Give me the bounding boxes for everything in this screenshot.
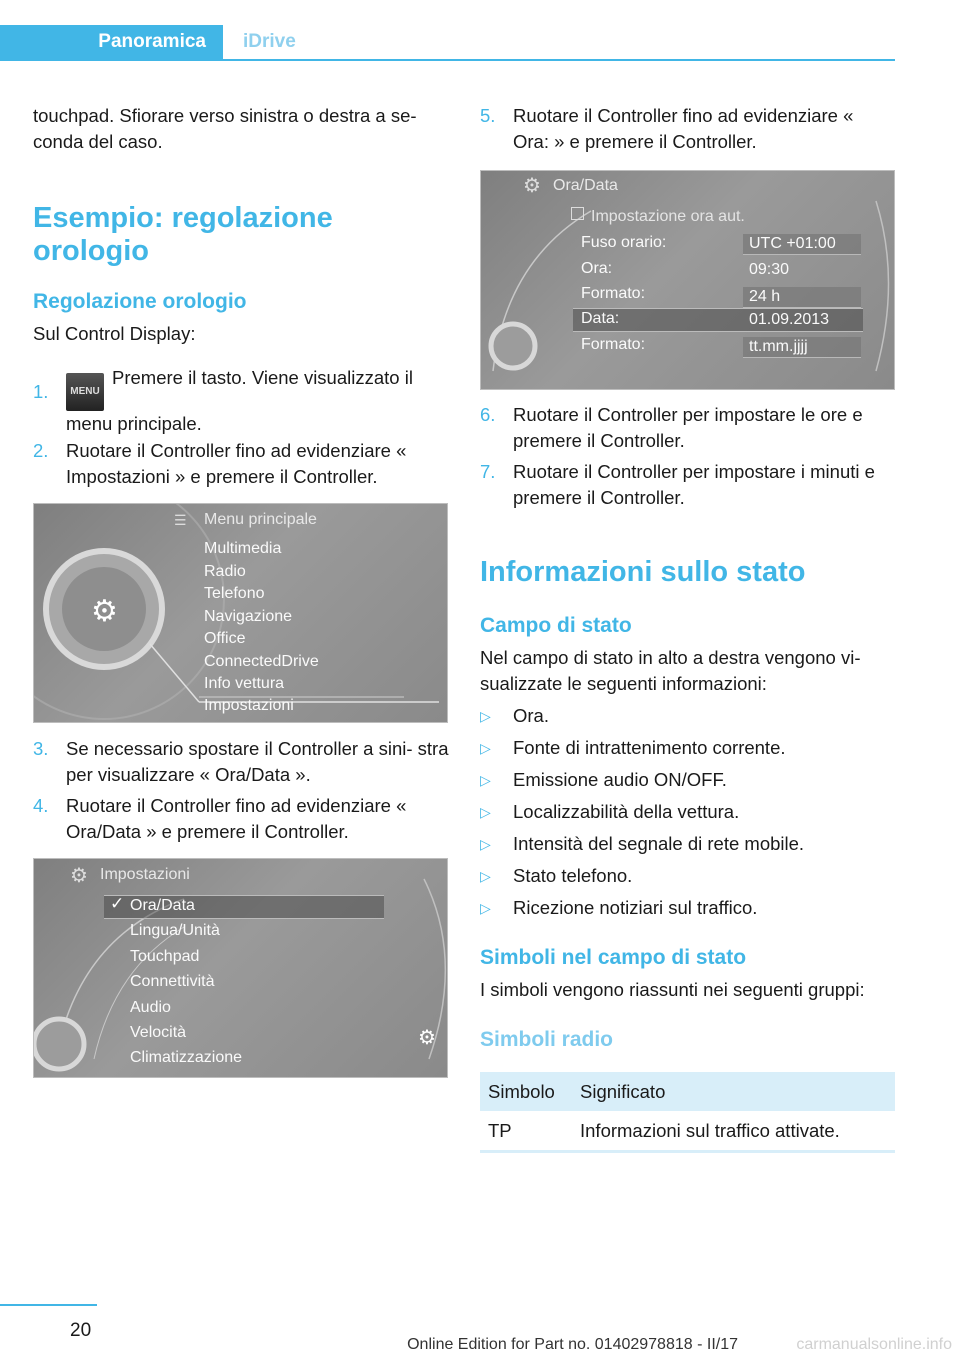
bullet-text: Ricezione notiziari sul traffico. (513, 897, 758, 918)
step-text: Premere il tasto. Viene visualizzato il menu principale. (66, 367, 413, 434)
subheading-radio-symbols: Simboli radio (480, 1028, 614, 1051)
table-cell: Informazioni sul traffico attivate. (572, 1111, 895, 1152)
row-value: UTC +01:00 (743, 234, 861, 255)
step-text: Ruotare il Controller fino ad evidenziare « Ora: » e premere il Controller. (513, 105, 854, 152)
subheading-clock: Regolazione orologio (33, 290, 247, 313)
intro-text: touchpad. Sfiorare verso sinistra o destra a se- conda del caso. (33, 105, 417, 152)
header-rule (223, 59, 895, 61)
symbols-intro-text: I simboli vengono riassunti nei seguenti gruppi: (480, 979, 865, 1000)
checkbox-icon (571, 207, 584, 220)
menu-item: Office (204, 630, 246, 647)
footer-rule (0, 1304, 97, 1306)
bullet-text: Emissione audio ON/OFF. (513, 769, 727, 790)
menu-item: Velocità (130, 1024, 187, 1041)
step-number: 1. (33, 381, 49, 402)
bullet-text: Ora. (513, 705, 549, 726)
lead-text: Sul Control Display: (33, 323, 196, 344)
menu-item: Navigazione (204, 608, 293, 625)
screen-title: Menu principale (204, 511, 317, 528)
tab-panoramica[interactable] (0, 25, 223, 61)
row-value: 24 h (743, 287, 861, 308)
triangle-icon: ▷ (480, 740, 491, 756)
menu-item: Lingua/Unità (130, 922, 220, 939)
table-cell: TP (480, 1111, 572, 1152)
triangle-icon: ▷ (480, 900, 491, 916)
step-2 (33, 438, 448, 490)
gear-icon: ⚙ (418, 1027, 436, 1049)
triangle-icon: ▷ (480, 868, 491, 884)
screen-settings (33, 858, 448, 1078)
edition-note: Online Edition for Part no. 01402978818 - II/17 (407, 1336, 738, 1353)
step-1 (33, 365, 448, 434)
step-number: 2. (33, 440, 49, 461)
screen-main-menu (33, 503, 448, 723)
menu-item: Multimedia (204, 540, 282, 557)
list-icon: ☰ (174, 512, 187, 528)
gear-icon: ⚙ (91, 595, 118, 628)
bullet-text: Intensità del segnale di rete mobile. (513, 833, 805, 854)
bullet-text: Stato telefono. (513, 865, 633, 886)
row-value-selected: 01.09.2013 (749, 311, 830, 328)
table-header-row (480, 1072, 895, 1111)
subheading-symbols: Simboli nel campo di stato (480, 946, 747, 969)
row-label: Formato: (581, 336, 646, 353)
step-7 (480, 459, 895, 511)
tab-panoramica-label: Panoramica (98, 31, 206, 52)
row-label-selected: Data: (581, 310, 620, 327)
controller-dial-graphic (34, 859, 447, 1077)
menu-item: Touchpad (130, 948, 200, 965)
menu-item-selected: Impostazioni (204, 697, 294, 714)
bullet-text: Fonte di intrattenimento corrente. (513, 737, 786, 758)
menu-button-icon: MENU (66, 373, 104, 411)
row-value: tt.mm.jjjj (743, 337, 861, 358)
step-text: Se necessario spostare il Controller a sini- stra per visualizzare « Ora/Data ». (66, 738, 449, 785)
step-number: 7. (480, 461, 496, 482)
watermark: carmanualsonline.info (796, 1336, 952, 1353)
tab-idrive[interactable]: iDrive (243, 31, 296, 52)
row-value: 09:30 (749, 261, 790, 278)
triangle-icon: ▷ (480, 772, 491, 788)
triangle-icon: ▷ (480, 836, 491, 852)
menu-item: Radio (204, 563, 246, 580)
step-number: 5. (480, 105, 496, 126)
step-number: 3. (33, 738, 49, 759)
step-number: 6. (480, 404, 496, 425)
screen-title: Ora/Data (553, 177, 618, 194)
section-heading-example: Esempio: regolazione orologio (33, 202, 333, 267)
settings-icon: ⚙ (523, 175, 541, 197)
screen-time-date (480, 170, 895, 390)
row-label: Formato: (581, 285, 646, 302)
triangle-icon: ▷ (480, 708, 491, 724)
screen-title: Impostazioni (100, 866, 190, 883)
triangle-icon: ▷ (480, 804, 491, 820)
bullet-text: Localizzabilità della vettura. (513, 801, 740, 822)
table-header: Simbolo (480, 1072, 572, 1111)
menu-item-selected: Ora/Data (130, 897, 195, 914)
step-3 (33, 736, 448, 788)
step-text: Ruotare il Controller fino ad evidenziare « Impostazioni » e premere il Controller. (66, 440, 407, 487)
row-label: Ora: (581, 260, 613, 277)
menu-item: Info vettura (204, 675, 285, 692)
check-icon: ✓ (110, 894, 125, 913)
checkbox-label: Impostazione ora aut. (591, 208, 745, 225)
section-heading-status: Informazioni sullo stato (480, 556, 806, 588)
step-text: Ruotare il Controller per impostare i minuti e premere il Controller. (513, 461, 875, 508)
step-5 (480, 103, 895, 155)
symbols-table (480, 1072, 895, 1153)
table-header: Significato (572, 1072, 895, 1111)
step-number: 4. (33, 795, 49, 816)
menu-item: Telefono (204, 585, 265, 602)
step-6 (480, 402, 895, 454)
gear-icon: ⚙ (70, 865, 88, 887)
menu-item: Audio (130, 999, 171, 1016)
step-text: Ruotare il Controller fino ad evidenziare « Ora/Data » e premere il Controller. (66, 795, 407, 842)
step-text: Ruotare il Controller per impostare le ore e premere il Controller. (513, 404, 863, 451)
step-4 (33, 793, 448, 845)
table-row (480, 1111, 895, 1152)
menu-item: Climatizzazione (130, 1049, 243, 1066)
subheading-status-field: Campo di stato (480, 614, 632, 637)
menu-item: ConnectedDrive (204, 653, 319, 670)
row-label: Fuso orario: (581, 234, 667, 251)
status-intro-text: Nel campo di stato in alto a destra vengono vi- sualizzate le seguenti informazioni: (480, 647, 861, 694)
menu-item: Connettività (130, 973, 215, 990)
page-number: 20 (70, 1320, 92, 1341)
